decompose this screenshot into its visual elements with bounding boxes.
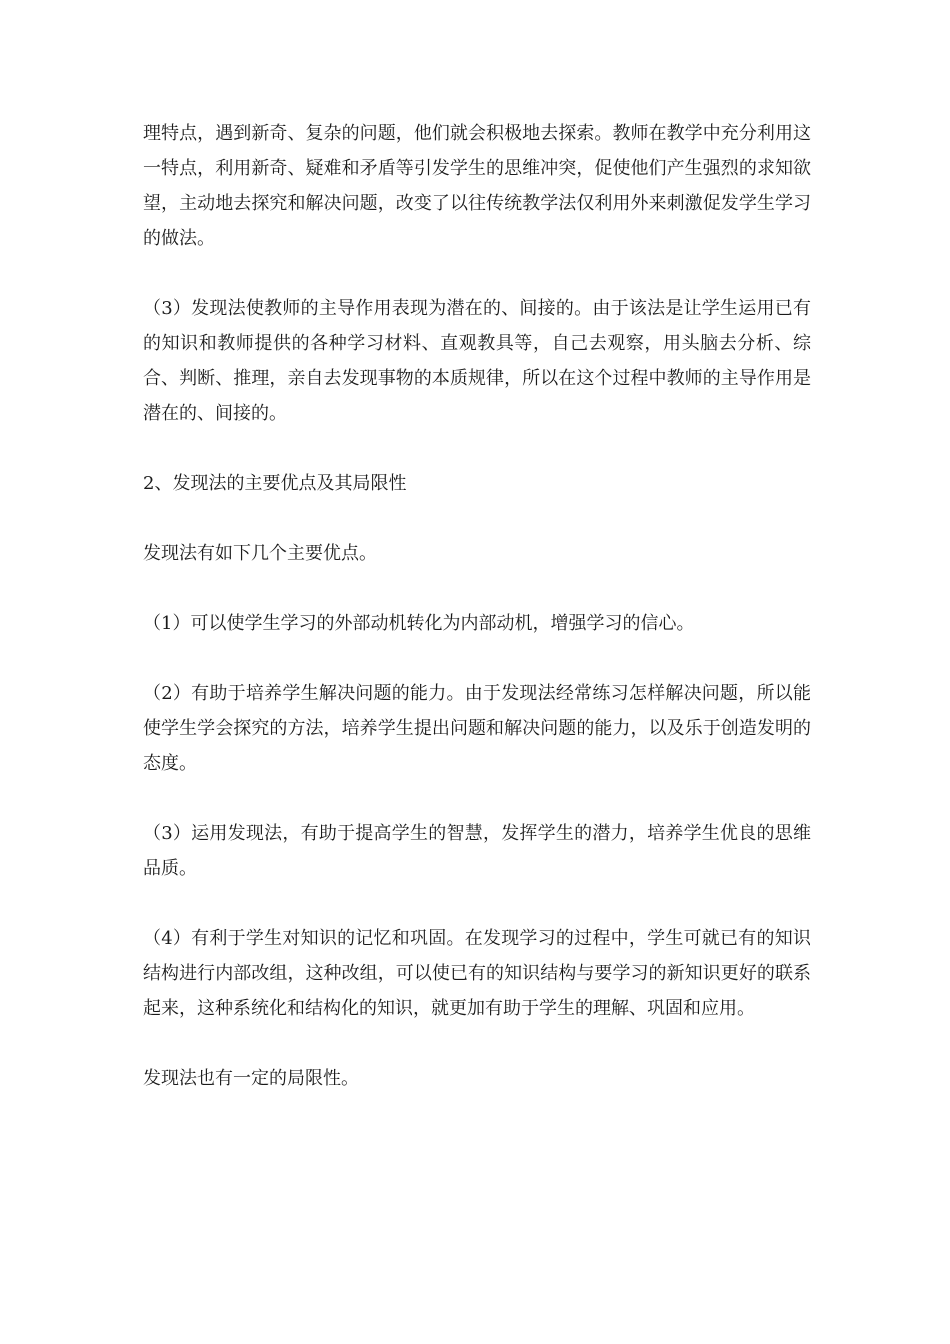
- paragraph-point-3-guidance: （3）发现法使教师的主导作用表现为潜在的、间接的。由于该法是让学生运用已有的知识和教师提供的各种学习材料、直观教具等，自己去观察，用头脑去分析、综合、判断、推理，亲自去发现事物的本质规律，所以在这个过程中教师的主导作用是潜在的、间接的。: [143, 298, 811, 424]
- paragraph-advantage-1: （1）可以使学生学习的外部动机转化为内部动机，增强学习的信心。: [143, 613, 695, 634]
- paragraph-advantages-intro: 发现法有如下几个主要优点。: [143, 543, 377, 564]
- paragraph-continuation: 理特点，遇到新奇、复杂的问题，他们就会积极地去探索。教师在教学中充分利用这一特点，利用新奇、疑难和矛盾等引发学生的思维冲突，促使他们产生强烈的求知欲望，主动地去探究和解决问题，改变了以往传统教学法仅利用外来刺激促发学生学习的做法。: [143, 123, 811, 249]
- document-body: [143, 116, 811, 1096]
- section-heading: 2、发现法的主要优点及其局限性: [143, 473, 407, 494]
- paragraph-advantage-3: （3）运用发现法，有助于提高学生的智慧，发挥学生的潜力，培养学生优良的思维品质。: [143, 823, 811, 879]
- paragraph-advantage-2: （2）有助于培养学生解决问题的能力。由于发现法经常练习怎样解决问题，所以能使学生学会探究的方法，培养学生提出问题和解决问题的能力，以及乐于创造发明的态度。: [143, 683, 811, 774]
- paragraph-advantage-4: （4）有利于学生对知识的记忆和巩固。在发现学习的过程中，学生可就已有的知识结构进行内部改组，这种改组，可以使已有的知识结构与要学习的新知识更好的联系起来，这种系统化和结构化的知识，就更加有助于学生的理解、巩固和应用。: [143, 928, 811, 1019]
- paragraph-limitations-intro: 发现法也有一定的局限性。: [143, 1068, 359, 1089]
